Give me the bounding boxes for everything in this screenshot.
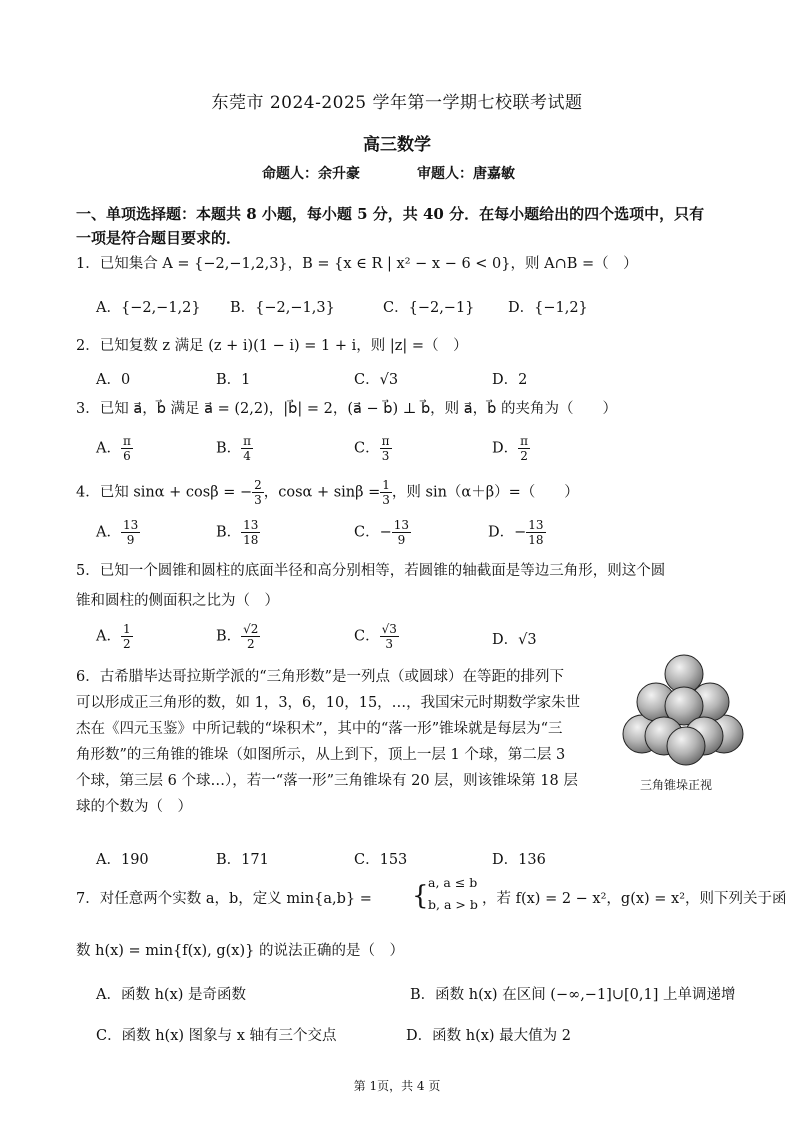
q5-stem-line1: 5．已知一个圆锥和圆柱的底面半径和高分别相等，若圆锥的轴截面是等边三角形，则这个圆 [76,563,666,579]
q4-a-num: 13 [122,518,139,532]
q1-option-d: D．{−1,2} [508,300,588,316]
section-heading-line2: 一项是符合题目要求的． [76,229,242,247]
q3-c-num: π [381,434,390,448]
q4-option-c [354,518,411,547]
q6-stem [76,664,604,820]
q4-b-den: 18 [243,533,259,547]
q3-d-den: 2 [520,449,528,463]
q2-option-b: B．1 [216,372,251,388]
q3-d-num: π [520,434,529,448]
q4-a-den: 9 [126,533,135,547]
q4-d-den: 18 [528,533,544,547]
q4-option-a-label: A． [96,524,121,541]
q7-stem-line2: 数 h(x) = min{f(x), g(x)} 的说法正确的是（ ） [76,943,404,959]
q6-option-a: A．190 [96,852,149,868]
q5-option-a [96,622,133,651]
subject-title: 高三数学 [363,135,431,155]
q3-option-c [354,434,392,463]
q4-b-num: 13 [243,518,259,532]
q3-b-num: π [243,434,252,448]
q1-option-c: C．{−2,−1} [383,300,475,316]
q3-option-b-label: B． [216,440,242,457]
q4-d-num: 13 [528,518,544,532]
q5-option-a-label: A． [96,628,121,645]
piecewise-cases [428,872,478,916]
q6-option-b: B．171 [216,852,269,868]
q3-a-num: π [122,434,131,448]
q3-c-den: 3 [381,449,390,463]
q3-option-b [216,434,253,463]
q1-option-b: B．{−2,−1,3} [230,300,335,316]
q6-line-1: 6．古希腊毕达哥拉斯学派的“三角形数”是一列点（或圆球）在等距的排列下 [76,669,565,685]
q4-stem-a-den: 3 [254,493,262,507]
q2-option-c: C．√3 [354,372,399,388]
q3-stem: 3．已知 a⃗，b⃗ 满足 a⃗ = (2,2)，|b⃗| = 2，(a⃗ − b⃗) ⊥ b⃗，则 a⃗，b⃗ 的夹角为（ ） [76,401,617,417]
section-heading-line1: 一、单项选择题：本题共 8 小题，每小题 5 分，共 40 分．在每小题给出的四个选项中，只有 [76,205,705,223]
q7-stem-b: ，若 f(x) = 2 − x²，g(x) = x²，则下列关于函 [482,891,787,907]
q6-line-5: 个球，第三层 6 个球…），若一“落一形”三角锥垛有 20 层，则该锥垛第 18 层 [76,773,578,789]
sphere [667,727,705,765]
piecewise-case-2: b, a > b [428,897,478,912]
q2-option-d: D．2 [492,372,528,388]
q6-option-c: C．153 [354,852,408,868]
q4-stem-a-num: 2 [254,478,262,492]
q6-option-d: D．136 [492,852,546,868]
q3-option-d [492,434,530,463]
q4-c-num: 13 [393,518,410,532]
q5-option-b-label: B． [216,628,242,645]
q2-option-a: A．0 [96,372,131,388]
q4-option-c-label: C．− [354,524,392,541]
q7-option-c: C．函数 h(x) 图象与 x 轴有三个交点 [96,1028,337,1044]
q4-option-d-label: D．− [488,524,527,541]
q5-c-den: 3 [385,637,394,651]
q5-option-c-label: C． [354,628,380,645]
q6-line-2: 可以形成正三角形的数，如 1，3，6，10，15，…，我国宋元时期数学家朱世 [76,695,581,711]
q7-option-b: B．函数 h(x) 在区间 (−∞,−1]∪[0,1] 上单调递增 [410,987,736,1003]
q5-stem-line2: 锥和圆柱的侧面积之比为（ ） [76,593,279,609]
q4-option-a [96,518,140,547]
q7-option-d: D．函数 h(x) 最大值为 2 [406,1028,572,1044]
q3-option-a [96,434,133,463]
q7-stem-a: 7．对任意两个实数 a，b，定义 min{a,b} = [76,891,372,907]
q5-c-num: √3 [381,622,397,636]
q4-option-b [216,518,260,547]
q4-stem-b-num: 1 [382,478,390,492]
brace-icon: { [412,881,429,911]
q4-stem [76,478,579,507]
piecewise-case-1: a, a ≤ b [428,875,478,890]
q5-a-den: 2 [122,637,131,651]
q4-stem-c: ，则 sin（α＋β）=（ ） [391,484,579,501]
author-label: 命题人：余升豪 [262,166,360,182]
q4-option-b-label: B． [216,524,242,541]
q5-b-den: 2 [246,637,255,651]
q2-stem: 2．已知复数 z 满足 (z + i)(1 − i) = 1 + i，则 |z| =（ ） [76,338,468,354]
q5-option-c [354,622,399,651]
q5-a-num: 1 [122,622,131,636]
q4-stem-b: ，cosα + sinβ = [263,484,381,501]
q5-b-num: √2 [243,622,259,636]
q1-stem: 1．已知集合 A = {−2,−1,2,3}，B = {x ∈ R | x² − x − 6 < 0}，则 A∩B =（ ） [76,256,638,272]
reviewer-label: 审题人：唐嘉敏 [417,166,515,182]
q4-stem-a: 4．已知 sinα + cosβ = − [76,484,253,501]
q3-option-d-label: D． [492,440,519,457]
sphere-pile-figure [618,652,750,774]
q6-line-6: 球的个数为（ ） [76,799,192,815]
q3-b-den: 4 [243,449,251,463]
q6-line-3: 杰在《四元玉鉴》中所记载的“垛积术”，其中的“落一形”锥垛就是每层为“三 [76,721,563,737]
q5-option-b [216,622,260,651]
q3-option-a-label: A． [96,440,121,457]
page-footer: 第 1页，共 4 页 [353,1079,441,1093]
q1-option-a: A．{−2,−1,2} [96,300,201,316]
q6-line-4: 角形数”的三角锥的锥垛（如图所示，从上到下，顶上一层 1 个球，第二层 3 [76,747,566,763]
q4-c-den: 9 [397,533,406,547]
q3-a-den: 6 [123,449,131,463]
exam-title: 东莞市 2024-2025 学年第一学期七校联考试题 [211,93,583,113]
q5-option-d: D．√3 [492,632,537,648]
q4-option-d [488,518,546,547]
q4-stem-b-den: 3 [382,493,390,507]
figure-caption: 三角锥垛正视 [640,778,713,792]
q7-option-a: A．函数 h(x) 是奇函数 [96,987,247,1003]
q3-option-c-label: C． [354,440,380,457]
